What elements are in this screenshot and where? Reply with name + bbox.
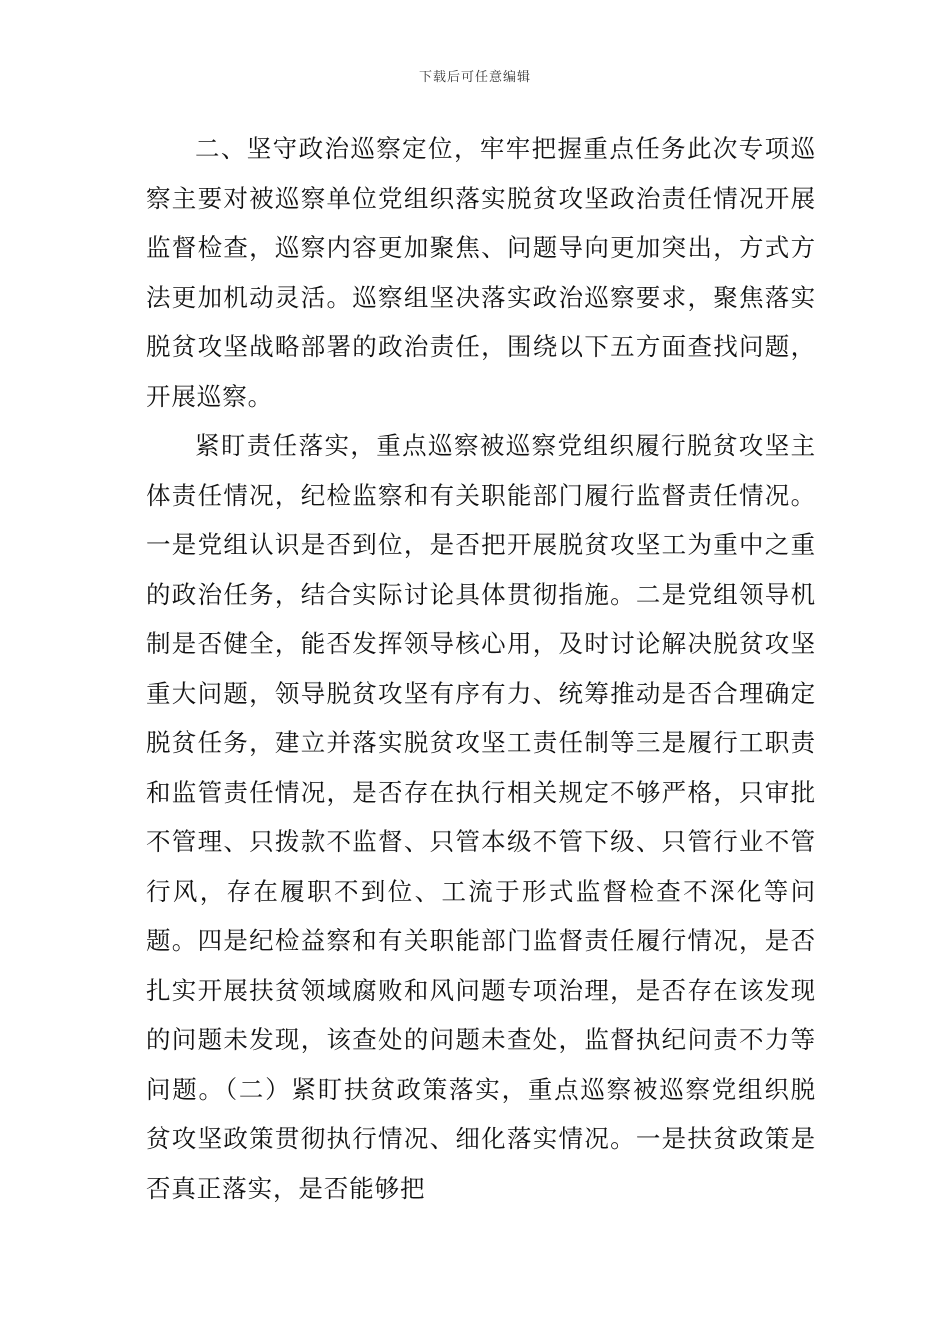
document-body <box>146 124 816 1213</box>
paragraph-2: 紧盯责任落实，重点巡察被巡察党组织履行脱贫攻坚主体责任情况，纪检监察和有关职能部门履行监督责任情况。一是党组认识是否到位，是否把开展脱贫攻坚工为重中之重的政治任务，结合实际讨论具体贯彻指施。二是党组领导机制是否健全，能否发挥领导核心用，及时讨论解决脱贫攻坚重大问题，领导脱贫攻坚有序有力、统筹推动是否合理确定脱贫任务，建立并落实脱贫攻坚工责任制等三是履行工职责和监管责任情况，是否存在执行相关规定不够严格，只审批不管理、只拨款不监督、只管本级不管下级、只管行业不管行风，存在履职不到位、工流于形式监督检查不深化等问题。四是纪检益察和有关职能部门监督责任履行情况，是否扎实开展扶贫领域腐败和风问题专项治理，是否存在该发现的问题未发现，该查处的问题未查处，监督执纪问责不力等问题。（二）紧盯扶贫政策落实，重点巡察被巡察党组织脱贫攻坚政策贯彻执行情况、细化落实情况。一是扶贫政策是否真正落实，是否能够把 <box>146 431 816 1203</box>
paragraph-1: 二、坚守政治巡察定位，牢牢把握重点任务此次专项巡察主要对被巡察单位党组织落实脱贫攻坚政治责任情况开展监督检查，巡察内容更加聚焦、问题导向更加突出，方式方法更加机动灵活。巡察组坚决落实政治巡察要求，聚焦落实脱贫攻坚战略部署的政治责任，围绕以下五方面查找问题，开展巡察。 <box>146 134 816 411</box>
page-header: 下载后可任意编辑 <box>418 70 531 85</box>
